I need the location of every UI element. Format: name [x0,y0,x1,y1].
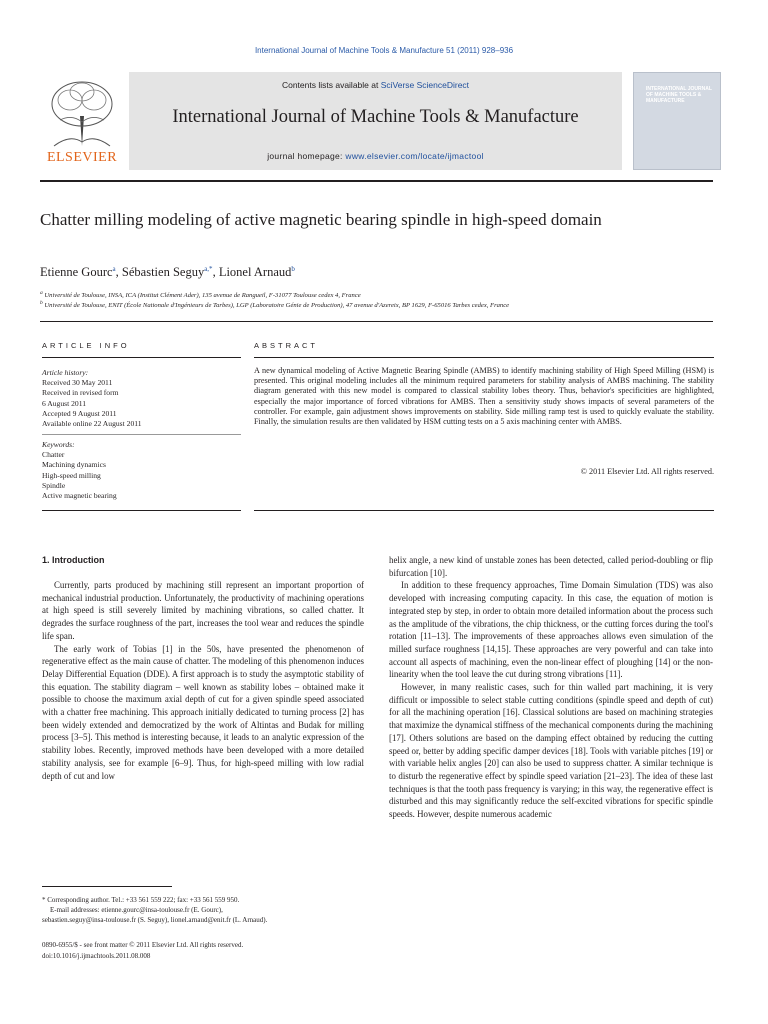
front-matter [42,940,364,961]
history-line: Accepted 9 August 2011 [42,408,117,418]
contents-line [129,80,622,90]
keyword: Spindle [42,480,66,490]
article-info-bottom-rule [42,510,241,511]
author-affiliation-mark[interactable]: a [112,265,116,273]
journal-title: International Journal of Machine Tools & Manufacture [172,107,579,127]
body-paragraph: In addition to these frequency approaches, Time Domain Simulation (TDS) was also developed with increasing computing capacity. In this case, the equation of motion is integrated step by step, in order to obtain more detailed information about the process such as the amplitude of the vibrations, the chip thickness, or the cutting forces during the tool's rotation [11–13]. The improvements of these approaches allows even simulation of the milled surface roughness [14,15]. These approaches are very powerful and can take into account all aspects of machining, even the non-linear effect of ploughing [14] or the non-linearity when the tool leave the cut during strong vibrations [11]. [389,580,713,680]
body-paragraph: The early work of Tobias [1] in the 50s, have presented the phenomenon of regenerative effect as the main cause of chatter. The modeling of this phenomenon induces Delay Differential Equation (DDE). A first approach is to study the asymptotic stability of this equation. The stability diagram – well known as stability lobes – obtained make it possible to choose the maximum axial depth of cut for a given spindle speed associated with a chatter free machining. This approach initially dedicated to turning process [2] has been widely extended and democratized by the work of Altintas and Budak for milling process [3–5]. This method is interesting because, it leads to an analytic expression of the stability lobes. Recently, improved methods have been developed with a more detailed stability analysis, see for example [6–9]. Thus, for high-speed milling with low radial depth of cut and low [42,643,365,781]
footnote-emails-cont: sebastien.seguy@insa-toulouse.fr (S. Seguy), lionel.arnaud@enit.fr (L. Arnaud). [42,916,268,925]
keywords-rule [42,434,241,435]
header-rule [40,180,713,182]
contents-prefix: Contents lists available at [281,80,381,90]
author-affiliation-mark[interactable]: b [291,265,295,273]
homepage-prefix: journal homepage: [267,151,346,161]
title-block-rule [40,321,713,322]
affiliation [40,290,720,299]
affiliation [40,300,720,309]
keywords-label: Keywords: [42,440,75,449]
body-column-left [42,579,364,782]
section-heading: 1. Introduction [42,555,105,565]
history-line: Available online 22 August 2011 [42,419,142,429]
affiliation-mark: a [40,290,43,296]
keywords-block [42,440,242,501]
article-info-rule [42,357,241,358]
footnote [42,895,364,926]
sciencedirect-link[interactable]: SciVerse ScienceDirect [380,80,470,90]
author-name[interactable]: Sébastien Seguy [121,265,205,280]
keyword: High-speed milling [42,470,101,480]
homepage-line [129,151,622,161]
body-paragraph: Currently, parts produced by machining still represent an important proportion of mechanical industrial production. Unfortunately, the productivity of machining operations at high speed is still severely limited by machining vibrations, so called chatter. It degrades the surface roughness of the part, increases the tool wear and reduces the spindle life span. [42,580,364,641]
abstract-copyright: © 2011 Elsevier Ltd. All rights reserved. [580,467,714,476]
keyword: Chatter [42,450,65,460]
homepage-link[interactable]: www.elsevier.com/locate/ijmactool [345,151,484,161]
author-name[interactable]: Lionel Arnaud [218,265,292,280]
history-label: Article history: [42,368,89,377]
history-line: 6 August 2011 [42,398,87,408]
cover-title: INTERNATIONAL JOURNAL OF MACHINE TOOLS & MANUFACTURE [646,86,712,104]
issn-line: 0890-6955/$ - see front matter © 2011 Elsevier Ltd. All rights reserved. [42,941,244,949]
author-name[interactable]: Etienne Gourc [40,265,113,280]
abstract-bottom-rule [254,510,714,511]
history-line: Received 30 May 2011 [42,378,113,388]
keyword: Active magnetic bearing [42,491,117,501]
footnote-rule [42,886,172,887]
author-affiliation-mark[interactable]: a,* [204,265,213,273]
body-column-right [389,554,713,821]
publisher-wordmark: ELSEVIER [46,150,118,165]
keyword: Machining dynamics [42,460,106,470]
article-info-heading: ARTICLE INFO [42,341,130,350]
footnote-emails: E-mail addresses: etienne.gourc@insa-toulouse.fr (E. Gourc), [50,906,223,915]
article-history [42,368,242,429]
doi-line[interactable]: doi:10.1016/j.ijmachtools.2011.08.008 [42,951,151,960]
body-paragraph: helix angle, a new kind of unstable zones has been detected, called period-doubling or flip bifurcation [10]. [389,555,713,578]
running-head[interactable]: International Journal of Machine Tools & Manufacture 51 (2011) 928–936 [254,46,514,55]
affiliation-mark: b [40,300,43,306]
paper-title: Chatter milling modeling of active magnetic bearing spindle in high-speed domain [40,210,602,229]
body-paragraph: However, in many realistic cases, such for thin walled part machining, it is very difficult or impossible to select stable cutting conditions (spindle speed and depth of cut) for all the machining operation [16]. Classical solutions are based on machining strategies that maximize the dynamical stiffness of the mechanical components during the machining [17]. Others solutions are based on the damping effect obtained by reducing the cutting speed or, better by adding specific damper devices [18]. Tools with variable pitches [19] or with variable helix angles [20] can also be used to suppress chatter. A similar technique is to disturb the regenerative effect by spindle speed variation [21–23]. The idea of these last techniques is that the tooth pass frequency is varying; in this way, the regenerative effect is disturbed and this may significantly reduce the self-excited vibrations for specific spindle speeds. However, despite numerous academic [389,682,713,820]
abstract-text: A new dynamical modeling of Active Magnetic Bearing Spindle (AMBS) to identify machining stability of High Speed Milling (HSM) is presented. This original modeling includes all the minimum required parameters for stability analysis of AMBS machining. The stability diagram generated with this new model is compared to classical stability lobes theory. Thus, behavior's specificities are highlighted, especially the major importance of forced vibrations for AMBS. Then a sensitivity study shows impacts of several parameters of the controller. For example, gain adjustment shows improvements on stability. Side milling ramp test is used to quickly evaluate the stability. Finally, the simulation results are then validated by HSM cutting tests on a 5 axis machining center with AMBS. [254,366,714,427]
affiliation-text: Université de Toulouse, ENIT (École Nationale d'Ingénieurs de Tarbes), LGP (Laboratoire Génie de Production), 47 avenue d'Azereix, BP 1629, F-65016 Tarbes cedex, France [44,302,510,310]
author-list: Etienne Gourc$^a$, Sébastien Seguy$^{a,*}$, Lionel Arnaud$^b$ [40,265,295,280]
abstract-heading: ABSTRACT [254,341,319,350]
abstract-rule [254,357,714,358]
history-line: Received in revised form [42,388,119,398]
footnote-corresponding: * Corresponding author. Tel.: +33 561 559 222; fax: +33 561 559 950. [42,896,240,904]
affiliation-text: Université de Toulouse, INSA, ICA (Institut Clément Ader), 135 avenue de Rangueil, F-31077 Toulouse cedex 4, France [44,292,361,300]
